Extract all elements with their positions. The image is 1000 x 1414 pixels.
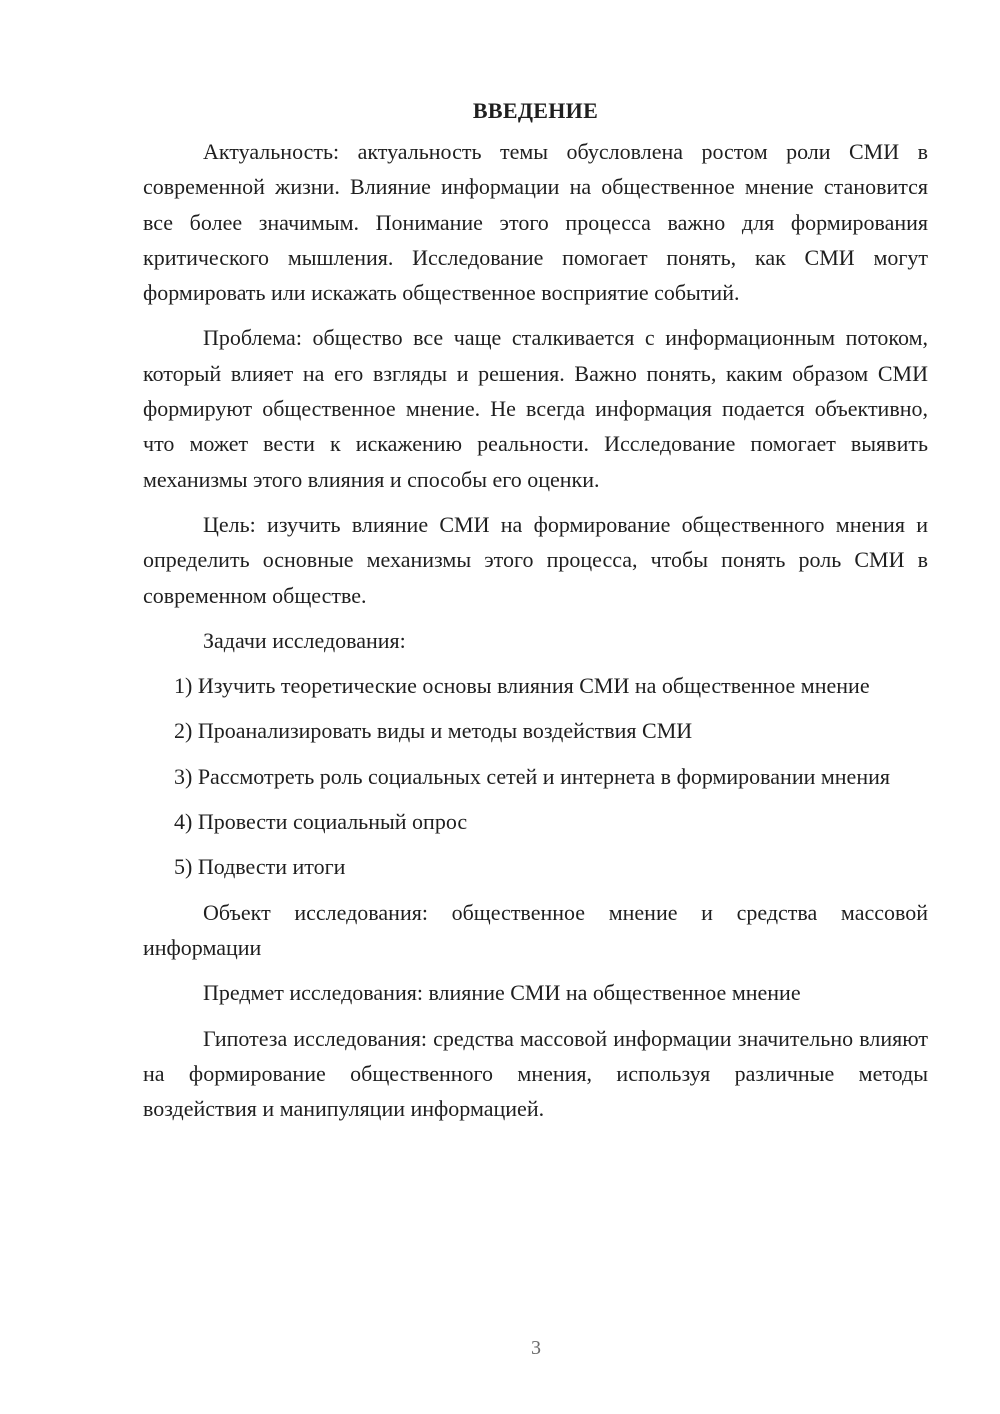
task-item-1: 1) Изучить теоретические основы влияния СМИ на общественное мнение (174, 673, 870, 699)
hypothesis-paragraph: Гипотеза исследования: средства массовой информации значительно влияют на формирование общественного мнения, используя различные методы воздействия и манипуляции информацией. (143, 1025, 928, 1122)
goal-paragraph: Цель: изучить влияние СМИ на формирование общественного мнения и определить основные механизмы этого процесса, чтобы понять роль СМИ в современном обществе. (143, 511, 928, 608)
task-item-5: 5) Подвести итоги (174, 854, 346, 880)
tasks-list (143, 668, 928, 884)
problem-paragraph: Проблема: общество все чаще сталкивается с информационным потоком, который влияет на его взгляды и решения. Важно понять, каким образом СМИ формируют общественное мнение. Не всегда информация подается объективно, что может вести к искажению реальности. Исследование помогает выявить механизмы этого влияния и способы его оценки. (143, 325, 928, 492)
page-number: 3 (531, 1337, 541, 1359)
section-heading: ВВЕДЕНИЕ (472, 98, 599, 123)
relevance-paragraph: Актуальность: актуальность темы обусловлена ростом роли СМИ в современной жизни. Влияние информации на общественное мнение становится все более значимым. Понимание этого процесса важно для формирования критического мышления. Исследование помогает понять, как СМИ могут формировать или искажать общественное восприятие событий. (143, 139, 928, 306)
task-item-4: 4) Провести социальный опрос (174, 809, 468, 835)
page-content (143, 96, 928, 1136)
subject-paragraph: Предмет исследования: влияние СМИ на общественное мнение (203, 980, 801, 1006)
tasks-title: Задачи исследования: (203, 627, 406, 653)
object-paragraph: Объект исследования: общественное мнение и средства массовой информации (143, 899, 928, 960)
task-item-2: 2) Проанализировать виды и методы воздействия СМИ (174, 718, 693, 744)
task-item-3: 3) Рассмотреть роль социальных сетей и интернета в формировании мнения (174, 763, 890, 789)
